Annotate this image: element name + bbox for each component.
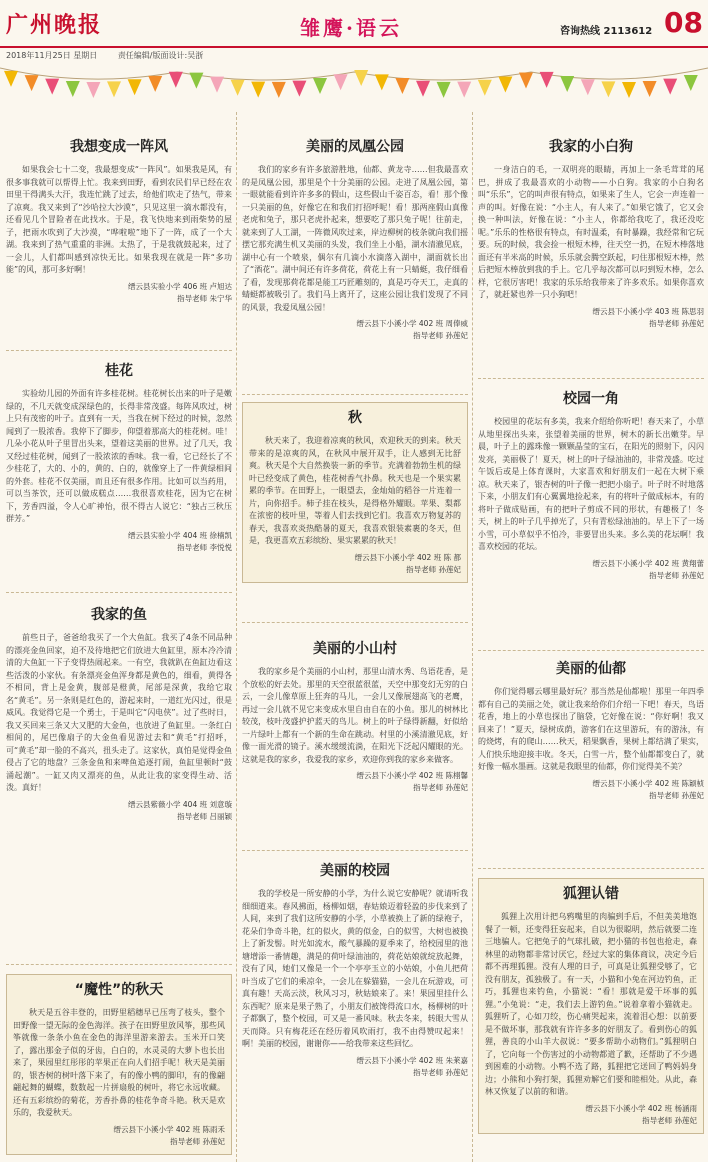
byline-author: 徐楠凯 bbox=[209, 530, 232, 540]
bunting-flag bbox=[334, 74, 348, 90]
bunting-flag bbox=[86, 82, 100, 98]
article-title: 校园一角 bbox=[563, 391, 619, 407]
byline-teacher-label: 指导老师 bbox=[406, 564, 437, 574]
bunting-flag bbox=[313, 78, 327, 94]
byline bbox=[485, 1103, 697, 1127]
article-divider bbox=[478, 378, 704, 379]
byline-teacher-label: 指导老师 bbox=[642, 1115, 673, 1125]
byline bbox=[478, 778, 704, 802]
byline-teacher-label: 指导老师 bbox=[177, 542, 208, 552]
article-divider bbox=[6, 350, 232, 351]
article-title: 狐狸认错 bbox=[563, 886, 619, 902]
byline-teacher-label: 指导老师 bbox=[649, 570, 680, 580]
article-divider bbox=[242, 850, 468, 851]
article bbox=[478, 388, 704, 582]
byline-teacher: 孙莲妃 bbox=[438, 564, 461, 574]
byline-author: 朱莱嘉 bbox=[445, 1055, 468, 1065]
article-body: 校园里的花坛有多美，我来介绍给你听吧！春天来了，小草从地里探出头来，张望着美丽的世界，树木的新长出嫩芽。早晨，叶子上的露珠像一颗颗晶莹的宝石，在阳光的照射下，闪闪发亮，美丽极了！夏天，树上的叶子绿油油的，非常茂盛。吃过午饭后或是上体育课时，大家喜欢和好朋友们一起在大树下乘凉。秋天来了，银杏树的叶子像一把把小扇子。叶子时不时地落下来，小朋友们有心翼翼地捡起来，有的将叶子做成标本，有的将叶子做成贴画，有的把叶子剪成不同的形状，有趣极了！冬天，树上的叶子几乎掉光了，只有青松绿油油的。早上下了一场小雪，可小草似乎不怕冷，非要冒出头来。多么美的花坛啊！我喜欢校园的花坛。 bbox=[478, 417, 704, 551]
bunting-flag bbox=[622, 82, 636, 98]
article-title: 桂花 bbox=[105, 363, 133, 379]
article bbox=[6, 360, 232, 554]
article-body: 我们的家乡有许多旅游胜地，仙都、黄龙寺……但我最喜欢的是凤凰公园，那里是个十分美丽的公园。走进了凤凰公园，第一眼就能看到许许多多的假山，这些假山千姿百态，看！那个像一只美丽的鱼，好像它在和我们打招呼呢！看！那两座假山真像老虎和兔子，那只老虎扑起来，想要吃了那只兔子呢！往前走，就来到了人工湖，一阵微风吹过来，岸边柳树的枝条就向我们摇摆它那充满生机又美丽的头发，我们坐上小船，湖水清澈见底，湖中心有一个喷泉，偶尔有几滴小水滴落入湖中，湖面就长出了“酒花”。湖中间还有许多荷花，荷花上有一只蜻蜓，我仔细看了看，发现那荷花都是能工巧匠雕刻的，真是巧夺天工，走真的蜻蜓都被吸引了。我们马上离开了，这座公园让我们发现了不同的风景，我爱凤凰公园！ bbox=[242, 165, 468, 312]
column-left bbox=[6, 112, 232, 1162]
bunting-flag bbox=[107, 81, 121, 97]
byline bbox=[478, 558, 704, 582]
article-body: 如果我会七十二变，我最想变成“一阵风”。如果我是风，有很多事我就可以帮得上忙。我来到田野，看到农民们早已经在农田里干得满头大汗，我连忙跳了过去，给他们吹走了热气，带来了凉爽。我又来到了“沙哈拉大沙漠”，只见这里一滴水都没有，还看见几个冒险者在此找水。于是，我飞快地来到雨柴势的屋子，把雨水吹到了大沙漠，“哗啦啦”地下了一阵，成了一个大湖。我来到了热气重重的非洲。太热了，于是我就鼓起来，过了一会儿，人们都叫感到凉快无比。如果我现在就是一阵“多功能”的风，那可多好啊！ bbox=[6, 165, 232, 274]
byline bbox=[13, 1124, 225, 1148]
bunting-flag bbox=[560, 76, 574, 92]
article bbox=[242, 402, 468, 583]
article-body: 前些日子，爸爸给我买了一个大鱼缸。我买了4条不同品种的漂亮金鱼回家，迫不及待地把它们放进大鱼缸里，原本冷冷清清的大鱼缸一下子变得热闹起来。一有空，我就趴在鱼缸边看这些活泼的小家伙。有条漂亮金鱼浑身都是黄色的，细看，黄得各不相同，背上是金黄，腹部是橙黄，尾部是深黄，我给它取名“黄毛”。另一条则是红色的，游起来时，一道红光闪过，很是威风。我觉得它是一个勇士，于是叫它“闪电侠”。过了些时日，我又买回来三条又大又肥的大金鱼，也放进了鱼缸里。一条红白相间的，尾巴像扇子的大金鱼看见游过去和“黄毛”打招呼，可“黄毛”却一脸的不高兴，扭头走了。这家伙，真怕是觉得金鱼侵占了它的地盘？三条金鱼和来啤鱼追逐打闹，鱼缸里顿时“鼓涌起潮”。一缸又肉又漂亮的鱼，从此让我的家变得生动、活泼。真好！ bbox=[6, 633, 232, 792]
editor-credit: 责任编辑/版面设计:吴浙 bbox=[117, 51, 204, 60]
byline-school: 缙云县下小溪小学 402 班 bbox=[592, 778, 680, 788]
byline-author: 刘意璇 bbox=[209, 799, 232, 809]
article-title: 我想变成一阵风 bbox=[70, 139, 168, 155]
byline-teacher: 李悦悦 bbox=[209, 542, 232, 552]
byline-author: 陈雨禾 bbox=[202, 1124, 225, 1134]
byline bbox=[249, 552, 461, 576]
byline bbox=[242, 770, 468, 794]
section-title: 雏鹰·语云 bbox=[300, 16, 402, 40]
byline-school: 缙云县实验小学 404 班 bbox=[128, 530, 208, 540]
bunting-flag bbox=[148, 76, 162, 92]
article-title: “魔性”的秋天 bbox=[74, 982, 164, 998]
article bbox=[478, 658, 704, 802]
byline-author: 陈思羽 bbox=[681, 306, 704, 316]
page-number: 08 bbox=[664, 6, 703, 39]
article-divider bbox=[478, 868, 704, 869]
bunting-flag bbox=[643, 81, 657, 97]
bunting-flag bbox=[66, 81, 80, 97]
column-divider bbox=[236, 112, 237, 1162]
bunting-flag bbox=[128, 79, 142, 95]
byline-author: 杨涵雨 bbox=[674, 1103, 697, 1113]
bunting-decoration bbox=[0, 62, 708, 110]
article-title: 我家的小白狗 bbox=[549, 139, 633, 155]
byline bbox=[6, 530, 232, 554]
byline-author: 卢旭达 bbox=[209, 281, 232, 291]
article bbox=[478, 878, 704, 1134]
bunting-flag bbox=[4, 71, 18, 87]
hotline bbox=[560, 22, 652, 37]
byline-teacher: 孙莲妃 bbox=[445, 1067, 468, 1077]
byline-school: 缙云县紫薇小学 404 班 bbox=[128, 799, 208, 809]
article-divider bbox=[242, 622, 468, 623]
byline-school: 缙云县实验小学 406 班 bbox=[128, 281, 208, 291]
byline-author: 黄翔蕾 bbox=[681, 558, 704, 568]
column-right bbox=[478, 112, 704, 1162]
bunting-flag bbox=[519, 73, 533, 89]
byline-school: 缙云县下小溪小学 402 班 bbox=[592, 558, 680, 568]
byline-teacher-label: 指导老师 bbox=[649, 790, 680, 800]
article bbox=[6, 974, 232, 1155]
bunting-flag bbox=[601, 81, 615, 97]
bunting-flag bbox=[457, 82, 471, 98]
byline-author: 陈栩馨 bbox=[445, 771, 468, 780]
bunting-flag bbox=[437, 82, 451, 98]
bunting-flag bbox=[395, 78, 409, 94]
bunting-flag bbox=[663, 79, 677, 95]
byline-teacher: 孙莲妃 bbox=[445, 331, 468, 340]
byline-teacher-label: 指导老师 bbox=[177, 293, 208, 303]
bunting-flag bbox=[189, 73, 203, 89]
article-divider bbox=[6, 964, 232, 965]
article-divider bbox=[6, 592, 232, 593]
byline-school: 缙云县下小溪小学 402 班 bbox=[354, 552, 442, 562]
masthead bbox=[0, 0, 708, 46]
article-divider bbox=[242, 394, 468, 395]
bunting-flag bbox=[581, 79, 595, 95]
article-title: 美丽的仙都 bbox=[556, 661, 626, 677]
hotline-number: 2113612 bbox=[603, 26, 653, 37]
bunting-flag bbox=[25, 75, 39, 91]
bunting-flag bbox=[478, 80, 492, 96]
bunting-flag bbox=[684, 75, 698, 91]
article-body: 你们觉得哪云哪里最好玩？那当然是仙都啦！那里一年四季都有自己的美丽之处，就让我来给你们介绍一下吧！春天，鸟语花香，地上的小草也探出了脑袋，它好像在说：“你好啊！我又回来了！”夏天，绿树成荫，游客们在这里游玩，有的游泳，有的烧烤，有的爬山……秋天，稻果飘香，果树上都结满了果实，人们快乐地迎接丰收。冬天，白雪一片，整个仙都都变白了，就好像一幅水墨画。这就是我眼里的仙都，你们觉得美不美？ bbox=[478, 687, 704, 771]
bunting-flag bbox=[540, 72, 554, 88]
article-title: 美丽的校园 bbox=[320, 863, 390, 879]
article bbox=[6, 604, 232, 823]
byline-teacher: 孙莲妃 bbox=[202, 1136, 225, 1146]
byline-author: 周俸威 bbox=[445, 319, 468, 328]
byline bbox=[478, 306, 704, 330]
byline-school: 缙云县下小溪小学 403 班 bbox=[592, 306, 680, 316]
byline bbox=[242, 318, 468, 342]
byline-school: 缙云县下小溪小学 402 班 bbox=[585, 1103, 673, 1113]
article-title: 美丽的小山村 bbox=[313, 641, 397, 657]
article bbox=[6, 136, 232, 305]
article-body: 一身洁白的毛，一双明亮的眼睛，再加上一条毛茸茸的尾巴，拼成了我最喜欢的小动物——小白狗。我家的小白狗名叫“乐乐”，它的叫声很有特点，如果来了生人，它会一声连着一声的叫。好像在说：“小主人，有人来了。”如果它饿了，它又会换一种叫法，好像在说：“小主人，你都给我吃了，我还没吃呢。”乐乐的性格很有特点，有时温柔，有时暴躁，我经常和它玩要。玩的时候，我会捡一根短木棒，往天空一扔，在短木棒落地面还有半米高的时候，乐乐就会腾空跃起，叼住那根短木棒，然后把短木棒放到我的手上。它几乎每次都可以叼到短木棒，怎么样，它很厉害吧！我家的乐乐给我带来了许多欢乐。如果你喜欢了，就赶紧也养一只小狗吧！ bbox=[478, 165, 704, 299]
byline-author: 陈颖桢 bbox=[681, 778, 704, 788]
byline-teacher-label: 指导老师 bbox=[413, 783, 444, 792]
hotline-label: 咨询热线 bbox=[560, 26, 600, 37]
article bbox=[242, 136, 468, 342]
bunting-flag bbox=[169, 72, 183, 88]
byline-teacher: 孙莲妃 bbox=[681, 790, 704, 800]
byline-school: 缙云县下小溪小学 402 班 bbox=[113, 1124, 201, 1134]
article-body: 我的学校是一所安静的小学，为什么说它安静呢？就请听我细细道来。春风拂面，杨柳如烟，春姑娘迈着轻盈的步伐来到了人间，来到了我们这所安静的小学，小草被换上了新的绿袍子，花朵们争奇斗艳，红的似火，黄的似金，白的似雪，大树也被换上了新发髻。时光如流水，酸气暴躁的夏季来了，给校园里的池塘增添一番情趣，满是的荷叶绿油油的，荷花姑娘就绽放起舞，没有了风，她们又像是一个一个亭亭玉立的小姑娘，小鱼儿把荷叶当成了它们的乘凉伞，一会儿在躲猫猫，一会儿在玩游戏，可真有趣！天高云淡，秋风习习，秋姑娘来了。来！果园里挂什么东西呢？原来是果子熟了，小朋友们被馋得流口水，杨柳树的叶子都飘了，整个校园，可又是一番风味。秋去冬来，转眼大雪从天而降。只有梅花还在经历着风吹雨打，我不由得赞叹起来！啊！美丽的校园，谢谢你——给我带来这些回忆。 bbox=[242, 889, 468, 1048]
article-body: 秋天来了，我迎着凉爽的秋风，欢迎秋天的到来。秋天带来的是凉爽的风，在秋风中展开双手，让人感到无比舒爽。秋天是个大自然换装一新的季节。充满着勃勃生机的绿叶已经变成了黄色，桂花树香气扑鼻。秋天也是一个果实累累的季节。在田野上，一眼望去，金灿灿的稻谷一片连着一片，向你招手。柿子挂在枝头，是得格外耀眼。苹果、梨都在浓密的枝叶里，等着人们去找到它们。我喜欢万物复苏的春天，我喜欢炎热酷暑的夏天，我喜欢银装素裹的冬天，但是，我更喜欢五彩缤纷、果实累累的秋天！ bbox=[249, 436, 461, 545]
issue-date: 2018年11月25日 星期日 bbox=[6, 51, 98, 60]
article-title: 秋 bbox=[348, 410, 362, 426]
byline-teacher: 孙莲妃 bbox=[445, 783, 468, 792]
byline-teacher-label: 指导老师 bbox=[170, 1136, 201, 1146]
column-divider bbox=[472, 112, 473, 1162]
article-divider bbox=[478, 650, 704, 651]
bunting-flag bbox=[272, 82, 286, 98]
byline bbox=[242, 1055, 468, 1079]
byline-teacher-label: 指导老师 bbox=[413, 1067, 444, 1077]
column-middle bbox=[242, 112, 468, 1162]
bunting-flag bbox=[45, 79, 59, 95]
byline-teacher: 孙莲妃 bbox=[681, 570, 704, 580]
byline-teacher-label: 指导老师 bbox=[413, 331, 444, 340]
article-body: 秋天是五谷丰登的，田野里稻穗早已压弯了枝头，整个田野像一望无际的金色海洋。孩子在田野里放风筝，那些风筝就像一条条小鱼在金色的海洋里游来游去。玉米开口笑了，露出那金子似的牙齿，白白的，水灵灵的大萝卜也长出来了，果园里红彤彤的苹果正在向人们招手呢！秋天是美丽的，银杏树的树叶落下来了，有的像小鸭的脚印，有的像翩翩起舞的蝴蝶，数数起一片拼扇般的树叶，将它永远收藏。还有五彩缤纷的菊花，芳香扑鼻的桂花争奇斗艳。秋天是欢乐的，我爱秋天。 bbox=[13, 1008, 225, 1117]
byline-school: 缙云县下小溪小学 402 班 bbox=[356, 771, 444, 780]
byline-teacher: 孙莲妃 bbox=[674, 1115, 697, 1125]
byline-teacher: 朱宁华 bbox=[209, 293, 232, 303]
article-body: 我的家乡是个美丽的小山村，那里山清水秀、鸟语花香，是个放松的好去处。那里的天空很蓝很蓝，天空中那变幻无穷的白云，一会儿像草原上狂奔的马儿，一会儿又像展翅高飞的老鹰，再过一会儿就不见它来变成水里自由自在的小鱼。那儿的树林比较茂，枝叶茂盛护护蓝天的鸟儿。树上的叶子绿得新翻，好似给一片绿叶上都有一个新的生命在跳动。村里的小溪清澈见底，好像一面光滑的镜子。溪水缓缓流淌，在阳光下泛起闪耀眼的光。这就是我的家乡，我爱我的家乡，欢迎你到我的家乡来做客。 bbox=[242, 667, 468, 764]
meta-bar bbox=[0, 46, 708, 62]
byline-teacher-label: 指导老师 bbox=[649, 318, 680, 328]
bunting-flag bbox=[231, 80, 245, 96]
article-title: 我家的鱼 bbox=[91, 607, 147, 623]
byline-teacher-label: 指导老师 bbox=[177, 811, 208, 821]
article-body: 实验幼儿园的外面有许多桂花树。桂花树长出来的叶子是嫩绿的，不几天就变成深绿色的，长得非常茂盛。每阵风吹过，树上只有茂密的叶子。直到有一天，当我在树下经过的时候，忽然闻到了一股浓香。我停下了脚步，仰望着那高大的桂花树。哇！几朵小花从叶子里冒出头来，望着这美丽的世界。过了几天，我又经过桂花树，闻到了一股浓浓的香味。我一看，它已经长了不少桂花了，大的、小的，黄的、白的，就像穿上了一件黄绿相间的外套。桂花不仅美丽，而且还有很多作用。比如可以当药用，可以当茶饮，还可以做成糕点……我很喜欢桂花，因为它在树下，芳香四溢，令人心旷神怡，很不得古人说它：“独占三秋压群芳。” bbox=[6, 389, 232, 523]
bunting-flag bbox=[210, 77, 224, 93]
bunting-flag bbox=[416, 81, 430, 97]
bunting-flag bbox=[375, 74, 389, 90]
byline-teacher: 孙莲妃 bbox=[681, 318, 704, 328]
byline-author: 陈 都 bbox=[443, 552, 461, 562]
article-title: 美丽的凤凰公园 bbox=[306, 139, 404, 155]
bunting-flag bbox=[498, 77, 512, 93]
newspaper-logo: 广州晚报 bbox=[6, 12, 103, 38]
bunting-flag bbox=[354, 70, 368, 86]
byline-teacher: 吕丽颖 bbox=[209, 811, 232, 821]
byline-school: 缙云县下小溪小学 402 班 bbox=[356, 1055, 444, 1065]
article-body: 狐狸上次用计把乌鸦嘴里的肉骗到手后，不但美美地饱餐了一顿，还变得狂妄起来，自以为很聪明，然后就要二连三地骗人。它把兔子的气球扎破，把小猫的书包也抢走，森林里的动物都非常讨厌它，经过大家的集体商议，决定今后都不再理狐狸。没有人理的日子，可真是让狐狸受够了，它没有朋友，孤独极了。有一天，小猫和小兔在河边钓鱼，正巧，狐狸也来钓鱼，小猫说：“看！那就是爱干坏事的狐狸。”小兔说：“走，我们去上游钓鱼。”说着拿着小猫就走。狐狸听了，心如刀绞，伤心痛哭起来，流着泪心想：以前要是不做坏事，那我就有许许多多的好朋友了。看到伤心的狐狸，善良的小山羊大叔说：“要多帮助小动物们。”狐狸明白了，它向每一个伤害过的小动物都道了歉，还帮助了不少遇到困难的小动物。小鸭不选了路，狐狸把它送回了鸭妈妈身边；小熊和小狗打架，狐狸劝解它们要和睦相处。从此，森林又恢复了以前的和谐。 bbox=[485, 912, 697, 1096]
article bbox=[478, 136, 704, 330]
byline bbox=[6, 281, 232, 305]
bunting-flag bbox=[292, 81, 306, 97]
byline bbox=[6, 799, 232, 823]
article bbox=[242, 860, 468, 1079]
article bbox=[242, 638, 468, 794]
byline-school: 缙云县下小溪小学 402 班 bbox=[356, 319, 444, 328]
bunting-flag bbox=[251, 82, 265, 98]
